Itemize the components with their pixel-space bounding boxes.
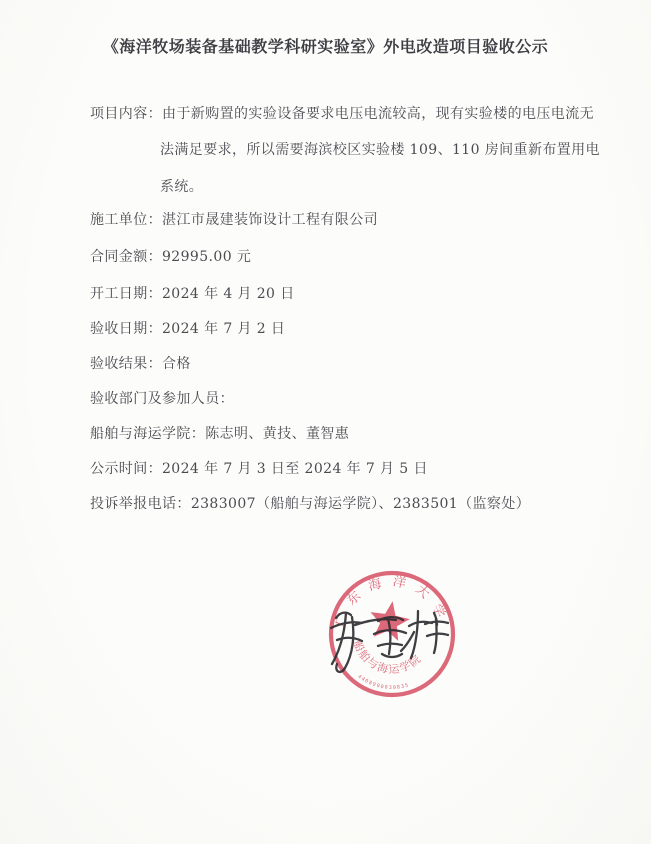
seal-university-arc-text: 广东海洋大学 <box>332 574 452 629</box>
seal-serial-code: 4408900030835 <box>356 673 411 691</box>
field-label: 验收部门及参加人员： <box>90 391 234 407</box>
field-value: 由于新购置的实验设备要求电压电流较高，现有实验楼的电压电流无 <box>162 106 594 122</box>
field-label: 合同金额： <box>90 249 162 265</box>
official-seal <box>322 562 462 707</box>
field-contract-amount <box>90 247 251 267</box>
field-label: 公示时间： <box>90 461 162 477</box>
field-label: 验收日期： <box>90 321 162 337</box>
field-participants-heading <box>90 389 234 409</box>
field-label: 投诉举报电话： <box>90 496 191 512</box>
seal-department-arc-text: 船舶与海运学院 <box>350 638 425 677</box>
field-label: 验收结果： <box>90 356 162 372</box>
field-college-participants <box>90 424 349 444</box>
field-label: 开工日期： <box>90 286 162 302</box>
field-value: 2383007（船舶与海运学院）、2383501（监察处） <box>190 496 531 512</box>
field-value: 2024 年 7 月 2 日 <box>162 321 286 337</box>
field-acceptance-date <box>90 319 285 339</box>
field-project-content <box>90 104 594 124</box>
field-value: 2024 年 4 月 20 日 <box>162 286 295 302</box>
field-value: 陈志明、黄技、董智惠 <box>205 426 350 442</box>
field-start-date <box>90 284 295 304</box>
field-value: 2024 年 7 月 3 日至 2024 年 7 月 5 日 <box>162 461 428 477</box>
field-contractor <box>90 210 378 230</box>
notice-title: 《海洋牧场装备基础教学科研实验室》外电改造项目验收公示 <box>102 37 549 56</box>
field-label: 项目内容： <box>90 106 162 122</box>
field-publicity-period <box>90 459 428 479</box>
field-project-content-row2: 法满足要求，所以需要海滨校区实验楼 109、110 房间重新布置用电 <box>160 142 600 158</box>
field-label: 施工单位： <box>90 212 162 228</box>
field-value: 合格 <box>162 356 191 372</box>
field-acceptance-result <box>90 354 191 374</box>
field-project-content-row3: 系统。 <box>160 179 204 195</box>
field-value: 92995.00 元 <box>162 249 252 265</box>
field-value: 湛江市晟建装饰设计工程有限公司 <box>162 212 378 228</box>
field-label: 船舶与海运学院： <box>90 426 206 442</box>
field-complaint-hotline <box>90 494 530 514</box>
